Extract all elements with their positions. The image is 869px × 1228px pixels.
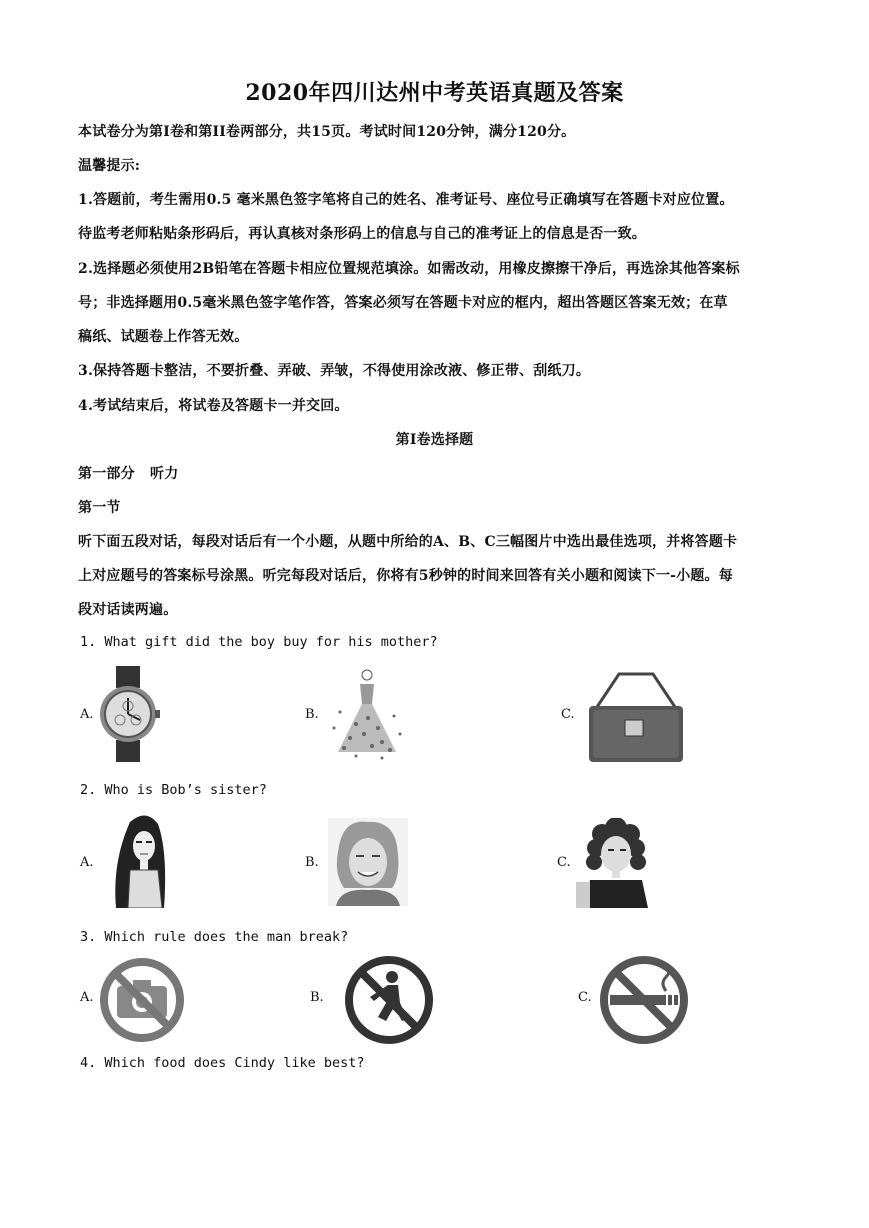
handbag-icon <box>583 670 689 764</box>
tip-3: 3.保持答题卡整洁，不要折叠、弄破、弄皱，不得使用涂改液、修正带、刮纸刀。 <box>78 363 591 379</box>
question-4: 4. Which food does Cindy like best? <box>80 1055 365 1071</box>
tip-1a: 1.答题前，考生需用0.5 毫米黑色签字笔将自己的姓名、准考证号、座位号正确填写在答题卡对应位置。 <box>78 192 734 208</box>
curly-hair-woman-icon <box>572 818 662 908</box>
instruction-b: 上对应题号的答案标号涂黑。听完每段对话后，你将有5秒钟的时间来回答有关小题和阅读下一-小题。每 <box>78 568 733 584</box>
q3-option-a-label[interactable]: A. <box>80 990 94 1005</box>
instruction-c: 段对话读两遍。 <box>78 602 178 618</box>
q3-option-b-label[interactable]: B. <box>310 990 324 1005</box>
q2-option-b-label[interactable]: B. <box>305 855 319 870</box>
tip-2a: 2.选择题必须使用2B铅笔在答题卡相应位置规范填涂。如需改动，用橡皮擦擦干净后，再选涂其他答案标 <box>78 261 740 277</box>
q3-option-c-label[interactable]: C. <box>578 990 592 1005</box>
page-title: 2020年四川达州中考英语真题及答案 <box>245 80 624 106</box>
question-3: 3. Which rule does the man break? <box>80 929 349 945</box>
q2-option-a-label[interactable]: A. <box>80 855 94 870</box>
watch-icon <box>100 666 160 762</box>
q1-option-a-label[interactable]: A. <box>80 707 94 722</box>
q1-option-b-label[interactable]: B. <box>305 707 319 722</box>
question-2: 2. Who is Bob’s sister? <box>80 782 267 798</box>
q1-option-c-label[interactable]: C. <box>561 707 575 722</box>
tip-2b: 号；非选择题用0.5毫米黑色签字笔作答，答案必须写在答题卡对应的框内，超出答题区答案无效；在草 <box>78 295 728 311</box>
part-heading: 第一部分 听力 <box>78 466 179 482</box>
no-smoking-icon <box>596 955 692 1045</box>
tip-4: 4.考试结束后，将试卷及答题卡一并交回。 <box>78 398 349 414</box>
question-1: 1. What gift did the boy buy for his mother? <box>80 634 438 650</box>
tips-heading: 温馨提示: <box>78 158 141 174</box>
volume-heading: 第Ⅰ卷选择题 <box>395 432 474 448</box>
no-camera-icon <box>97 956 187 1044</box>
section-heading: 第一节 <box>78 500 121 516</box>
q2-option-c-label[interactable]: C. <box>557 855 571 870</box>
tip-2c: 稿纸、试题卷上作答无效。 <box>78 329 249 345</box>
dress-icon <box>326 668 408 762</box>
instruction-a: 听下面五段对话，每段对话后有一个小题，从题中所给的A、B、C三幅图片中选出最佳选项，并将答题卡 <box>78 534 738 550</box>
intro-text: 本试卷分为第Ⅰ卷和第II卷两部分，共15页。考试时间120分钟，满分120分。 <box>78 124 576 140</box>
tip-1b: 待监考老师粘贴条形码后，再认真核对条形码上的信息与自己的准考证上的信息是否一致。 <box>78 226 646 242</box>
blonde-woman-icon <box>328 818 408 906</box>
no-walking-icon <box>342 955 436 1045</box>
long-hair-girl-icon <box>110 812 172 908</box>
